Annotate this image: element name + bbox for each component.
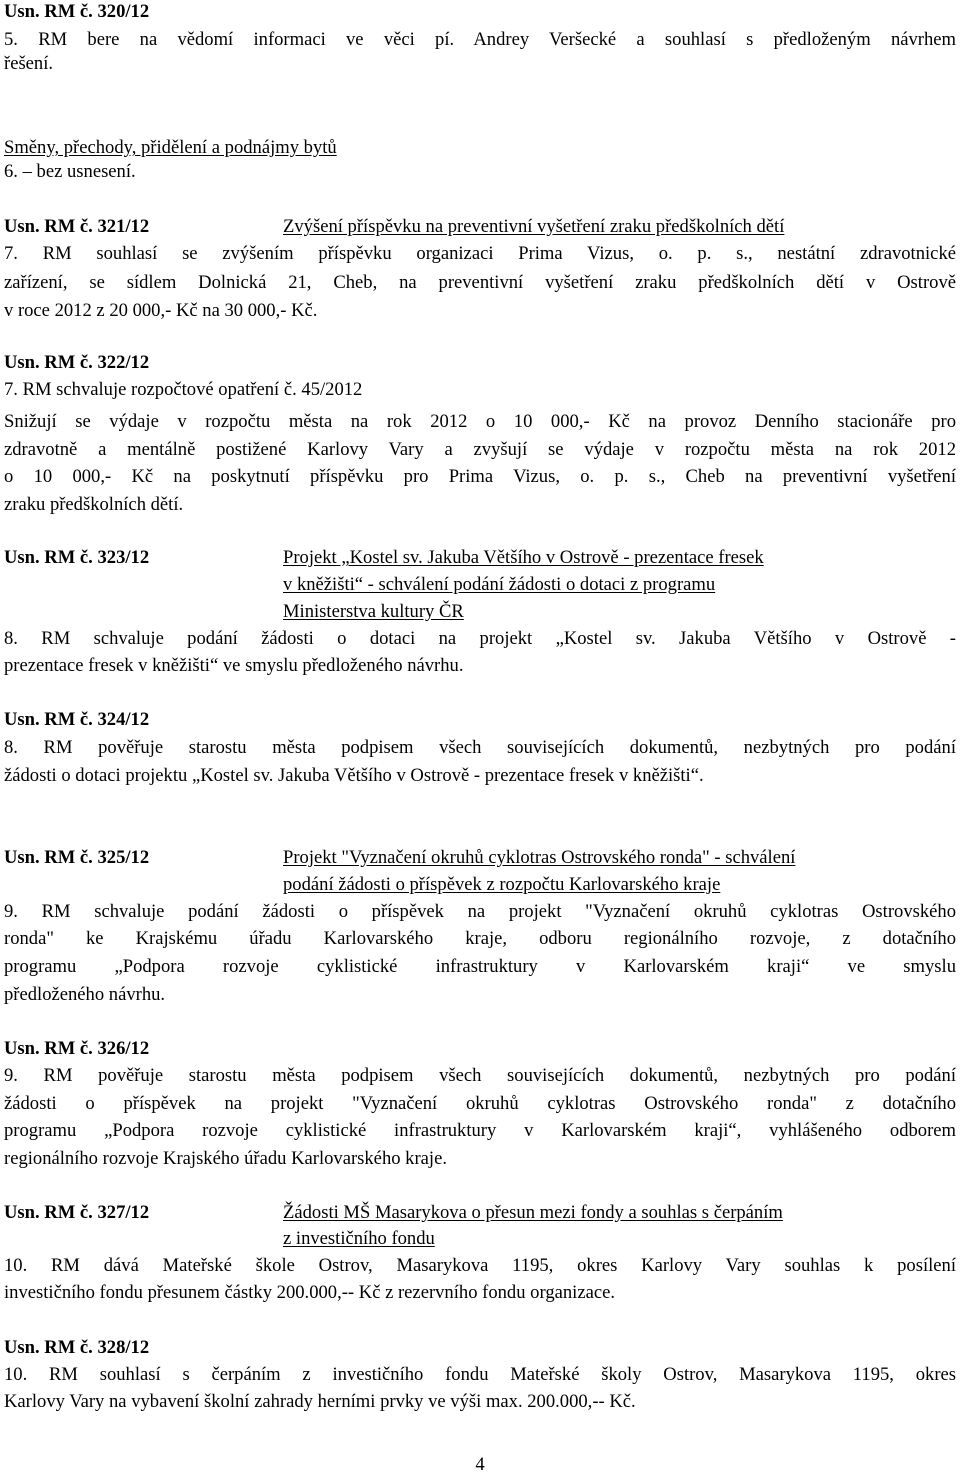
resolution-heading-325: Usn. RM č. 325/12 xyxy=(4,847,150,868)
resolution-325-line-3: programu „Podpora rozvoje cyklistické infrastruktury v Karlovarském kraji“ ve smyslu xyxy=(4,956,956,977)
resolution-325-title-line-2: podání žádosti o příspěvek z rozpočtu Karlovarského kraje xyxy=(283,874,721,895)
resolution-323-title-line-3: Ministerstva kultury ČR xyxy=(283,601,464,622)
resolution-325-title-line-1: Projekt "Vyznačení okruhů cyklotras Ostrovského ronda" - schválení xyxy=(283,847,796,868)
resolution-heading-321: Usn. RM č. 321/12 xyxy=(4,216,150,237)
section-title-byty: Směny, přechody, přidělení a podnájmy bytů xyxy=(4,137,337,158)
resolution-323-line-1: 8. RM schvaluje podání žádosti o dotaci na projekt „Kostel sv. Jakuba Většího v Ostrově - xyxy=(4,628,956,649)
resolution-320-line-1: 5. RM bere na vědomí informaci ve věci pí. Andrey Veršecké a souhlasí s předloženým návrhem xyxy=(4,29,956,50)
resolution-325-line-2: ronda" ke Krajskému úřadu Karlovarského kraje, odboru regionálního rozvoje, z dotačního xyxy=(4,928,956,949)
resolution-321-title: Zvýšení příspěvku na preventivní vyšetření zraku předškolních dětí xyxy=(283,216,785,237)
resolution-327-title-line-2: z investičního fondu xyxy=(283,1228,435,1249)
resolution-327-line-1: 10. RM dává Mateřské škole Ostrov, Masarykova 1195, okres Karlovy Vary souhlas k posílení xyxy=(4,1255,956,1276)
resolution-323-title-line-2: v kněžišti“ - schválení podání žádosti o dotaci z programu xyxy=(283,574,716,595)
resolution-heading-323: Usn. RM č. 323/12 xyxy=(4,547,150,568)
resolution-heading-320: Usn. RM č. 320/12 xyxy=(4,1,150,22)
resolution-heading-327: Usn. RM č. 327/12 xyxy=(4,1202,150,1223)
resolution-321-line-3: v roce 2012 z 20 000,- Kč na 30 000,- Kč. xyxy=(4,300,318,321)
section-byty-text: 6. – bez usnesení. xyxy=(4,161,136,182)
resolution-327-title-line-1: Žádosti MŠ Masarykova o přesun mezi fondy a souhlas s čerpáním xyxy=(283,1202,783,1223)
resolution-324-line-1: 8. RM pověřuje starostu města podpisem všech souvisejících dokumentů, nezbytných pro podání xyxy=(4,737,956,758)
resolution-322-line-4: o 10 000,- Kč na poskytnutí příspěvku pro Prima Vizus, o. p. s., Cheb na preventivní vyšetření xyxy=(4,466,956,487)
resolution-322-line-2: Snižují se výdaje v rozpočtu města na rok 2012 o 10 000,- Kč na provoz Denního stacionáře pro xyxy=(4,411,956,432)
resolution-heading-328: Usn. RM č. 328/12 xyxy=(4,1337,150,1358)
resolution-heading-326: Usn. RM č. 326/12 xyxy=(4,1038,150,1059)
resolution-322-line-3: zdravotně a mentálně postižené Karlovy Vary a zvyšují se výdaje v rozpočtu města na rok 2012 xyxy=(4,439,956,460)
resolution-321-line-2: zařízení, se sídlem Dolnická 21, Cheb, na preventivní vyšetření zraku předškolních dětí v Ostrově xyxy=(4,272,956,293)
resolution-326-line-4: regionálního rozvoje Krajského úřadu Karlovarského kraje. xyxy=(4,1148,447,1169)
resolution-323-title-line-1: Projekt „Kostel sv. Jakuba Většího v Ostrově - prezentace fresek xyxy=(283,547,764,568)
resolution-327-line-2: investičního fondu přesunem částky 200.000,-- Kč z rezervního fondu organizace. xyxy=(4,1282,615,1303)
resolution-326-line-1: 9. RM pověřuje starostu města podpisem všech souvisejících dokumentů, nezbytných pro podání xyxy=(4,1065,956,1086)
resolution-326-line-2: žádosti o příspěvek na projekt "Vyznačení okruhů cyklotras Ostrovského ronda" z dotačního xyxy=(4,1093,956,1114)
resolution-324-line-2: žádosti o dotaci projektu „Kostel sv. Jakuba Většího v Ostrově - prezentace fresek v kněžišti“. xyxy=(4,765,704,786)
resolution-322-line-1: 7. RM schvaluje rozpočtové opatření č. 45/2012 xyxy=(4,379,363,400)
resolution-heading-324: Usn. RM č. 324/12 xyxy=(4,709,150,730)
resolution-322-line-5: zraku předškolních dětí. xyxy=(4,494,184,515)
resolution-320-line-2: řešení. xyxy=(4,53,54,74)
page-number: 4 xyxy=(475,1454,485,1475)
resolution-328-line-1: 10. RM souhlasí s čerpáním z investičního fondu Mateřské školy Ostrov, Masarykova 1195, okres xyxy=(4,1364,956,1385)
resolution-328-line-2: Karlovy Vary na vybavení školní zahrady herními prvky ve výši max. 200.000,-- Kč. xyxy=(4,1391,636,1412)
resolution-326-line-3: programu „Podpora rozvoje cyklistické infrastruktury v Karlovarském kraji“, vyhlášeného odborem xyxy=(4,1120,956,1141)
resolution-325-line-1: 9. RM schvaluje podání žádosti o příspěvek na projekt "Vyznačení okruhů cyklotras Ostrovského xyxy=(4,901,956,922)
resolution-325-line-4: předloženého návrhu. xyxy=(4,984,166,1005)
resolution-321-line-1: 7. RM souhlasí se zvýšením příspěvku organizaci Prima Vizus, o. p. s., nestátní zdravotnické xyxy=(4,243,956,264)
resolution-323-line-2: prezentace fresek v kněžišti“ ve smyslu předloženého návrhu. xyxy=(4,655,464,676)
resolution-heading-322: Usn. RM č. 322/12 xyxy=(4,352,150,373)
